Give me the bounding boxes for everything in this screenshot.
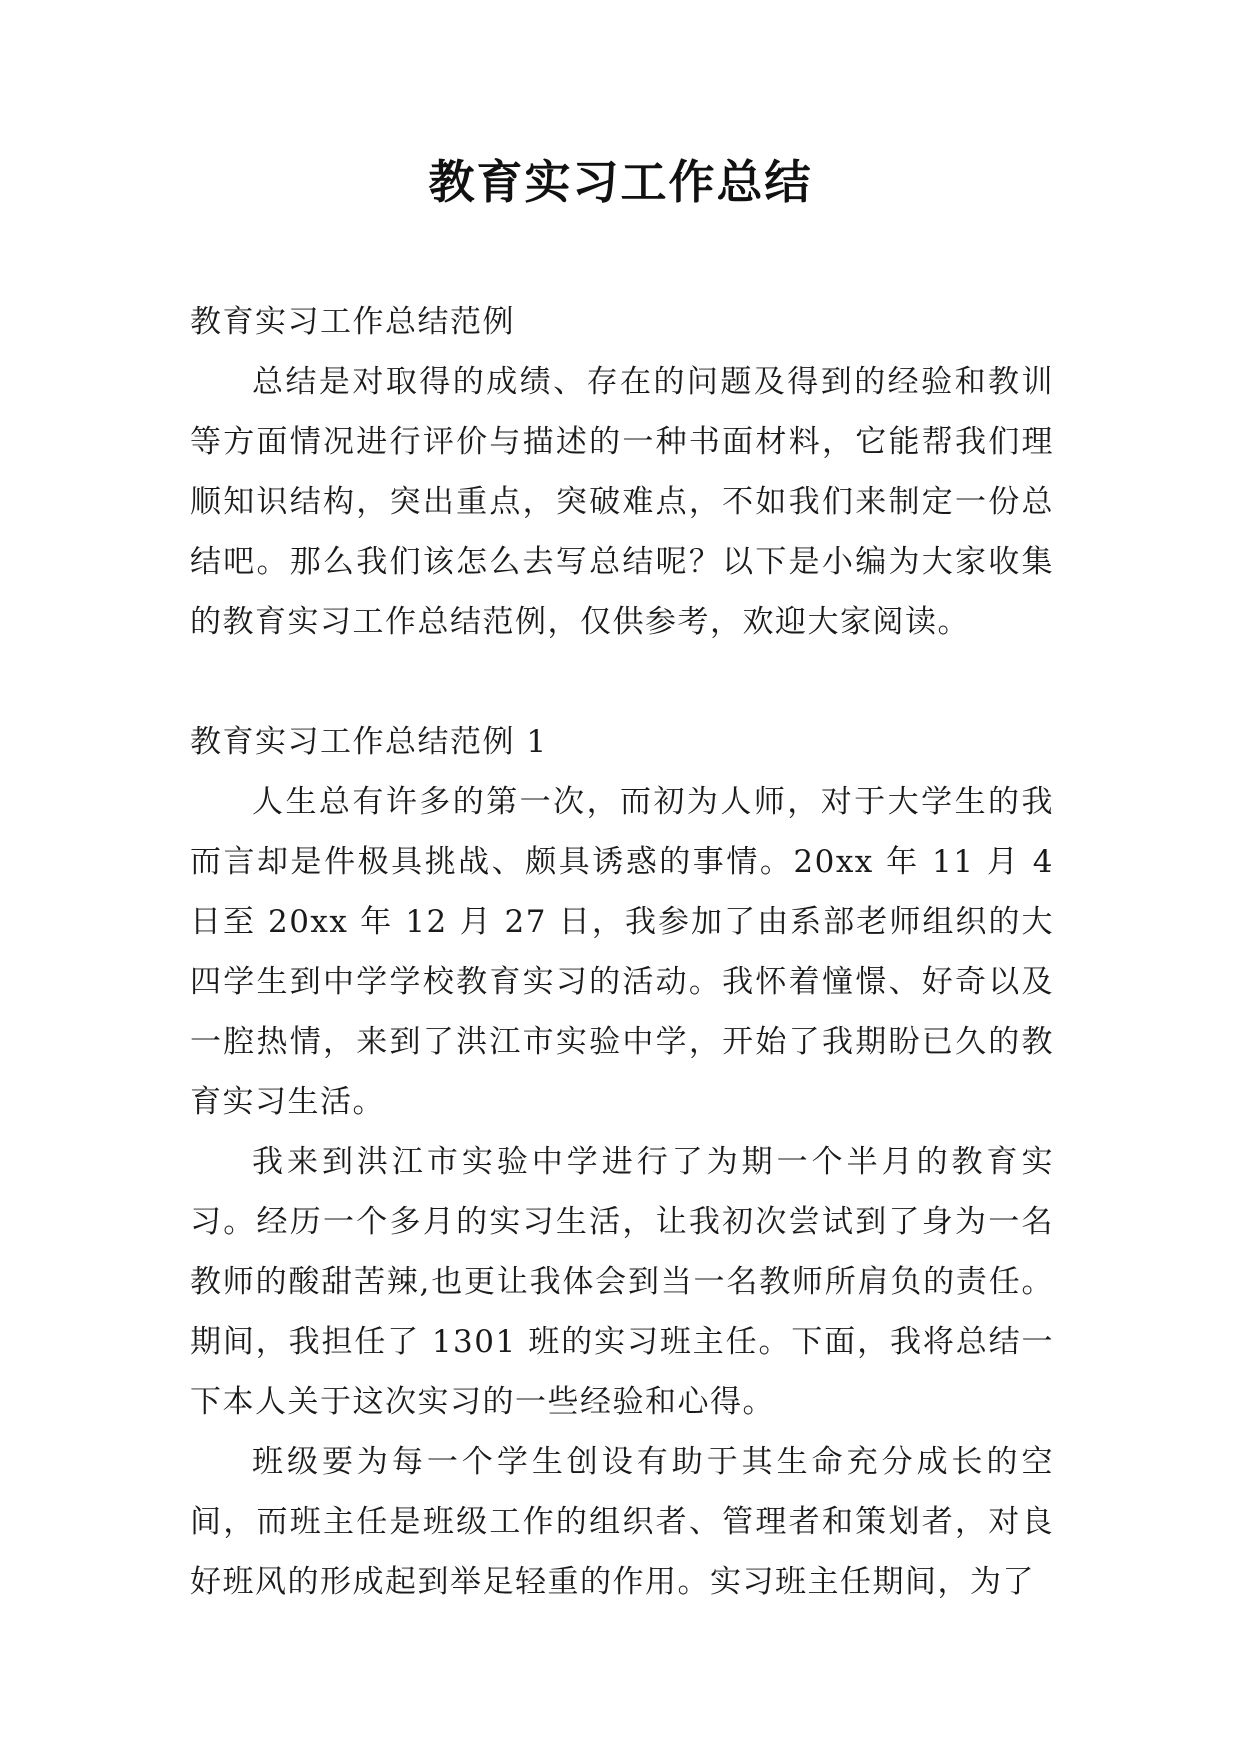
document-title: 教育实习工作总结 [428, 155, 813, 209]
section-spacer [190, 652, 1054, 712]
body-paragraph: 班级要为每一个学生创设有助于其生命充分成长的空间，而班主任是班级工作的组织者、管理者和策划者，对良好班风的形成起到举足轻重的作用。实习班主任期间，为了 [190, 1444, 1054, 1600]
body-paragraph: 人生总有许多的第一次，而初为人师，对于大学生的我而言却是件极具挑战、颇具诱惑的事情。20xx 年 11 月 4 日至 20xx 年 12 月 27 日，我参加了由系部老师组织的大四学生到中学学校教育实习的活动。我怀着憧憬、好奇以及一腔热情，来到了洪江市实验中学，开始了我期盼已久的教育实习生活。 [190, 784, 1054, 1120]
intro-paragraph: 总结是对取得的成绩、存在的问题及得到的经验和教训等方面情况进行评价与描述的一种书面材料，它能帮我们理顺知识结构，突出重点，突破难点，不如我们来制定一份总结吧。那么我们该怎么去写总结呢？以下是小编为大家收集的教育实习工作总结范例，仅供参考，欢迎大家阅读。 [190, 364, 1054, 640]
document-body [190, 292, 1054, 1612]
section-heading: 教育实习工作总结范例 1 [190, 724, 548, 760]
intro-heading: 教育实习工作总结范例 [190, 304, 515, 340]
body-paragraph: 我来到洪江市实验中学进行了为期一个半月的教育实习。经历一个多月的实习生活，让我初次尝试到了身为一名教师的酸甜苦辣,也更让我体会到当一名教师所肩负的责任。期间，我担任了 1301 班的实习班主任。下面，我将总结一下本人关于这次实习的一些经验和心得。 [190, 1144, 1054, 1420]
